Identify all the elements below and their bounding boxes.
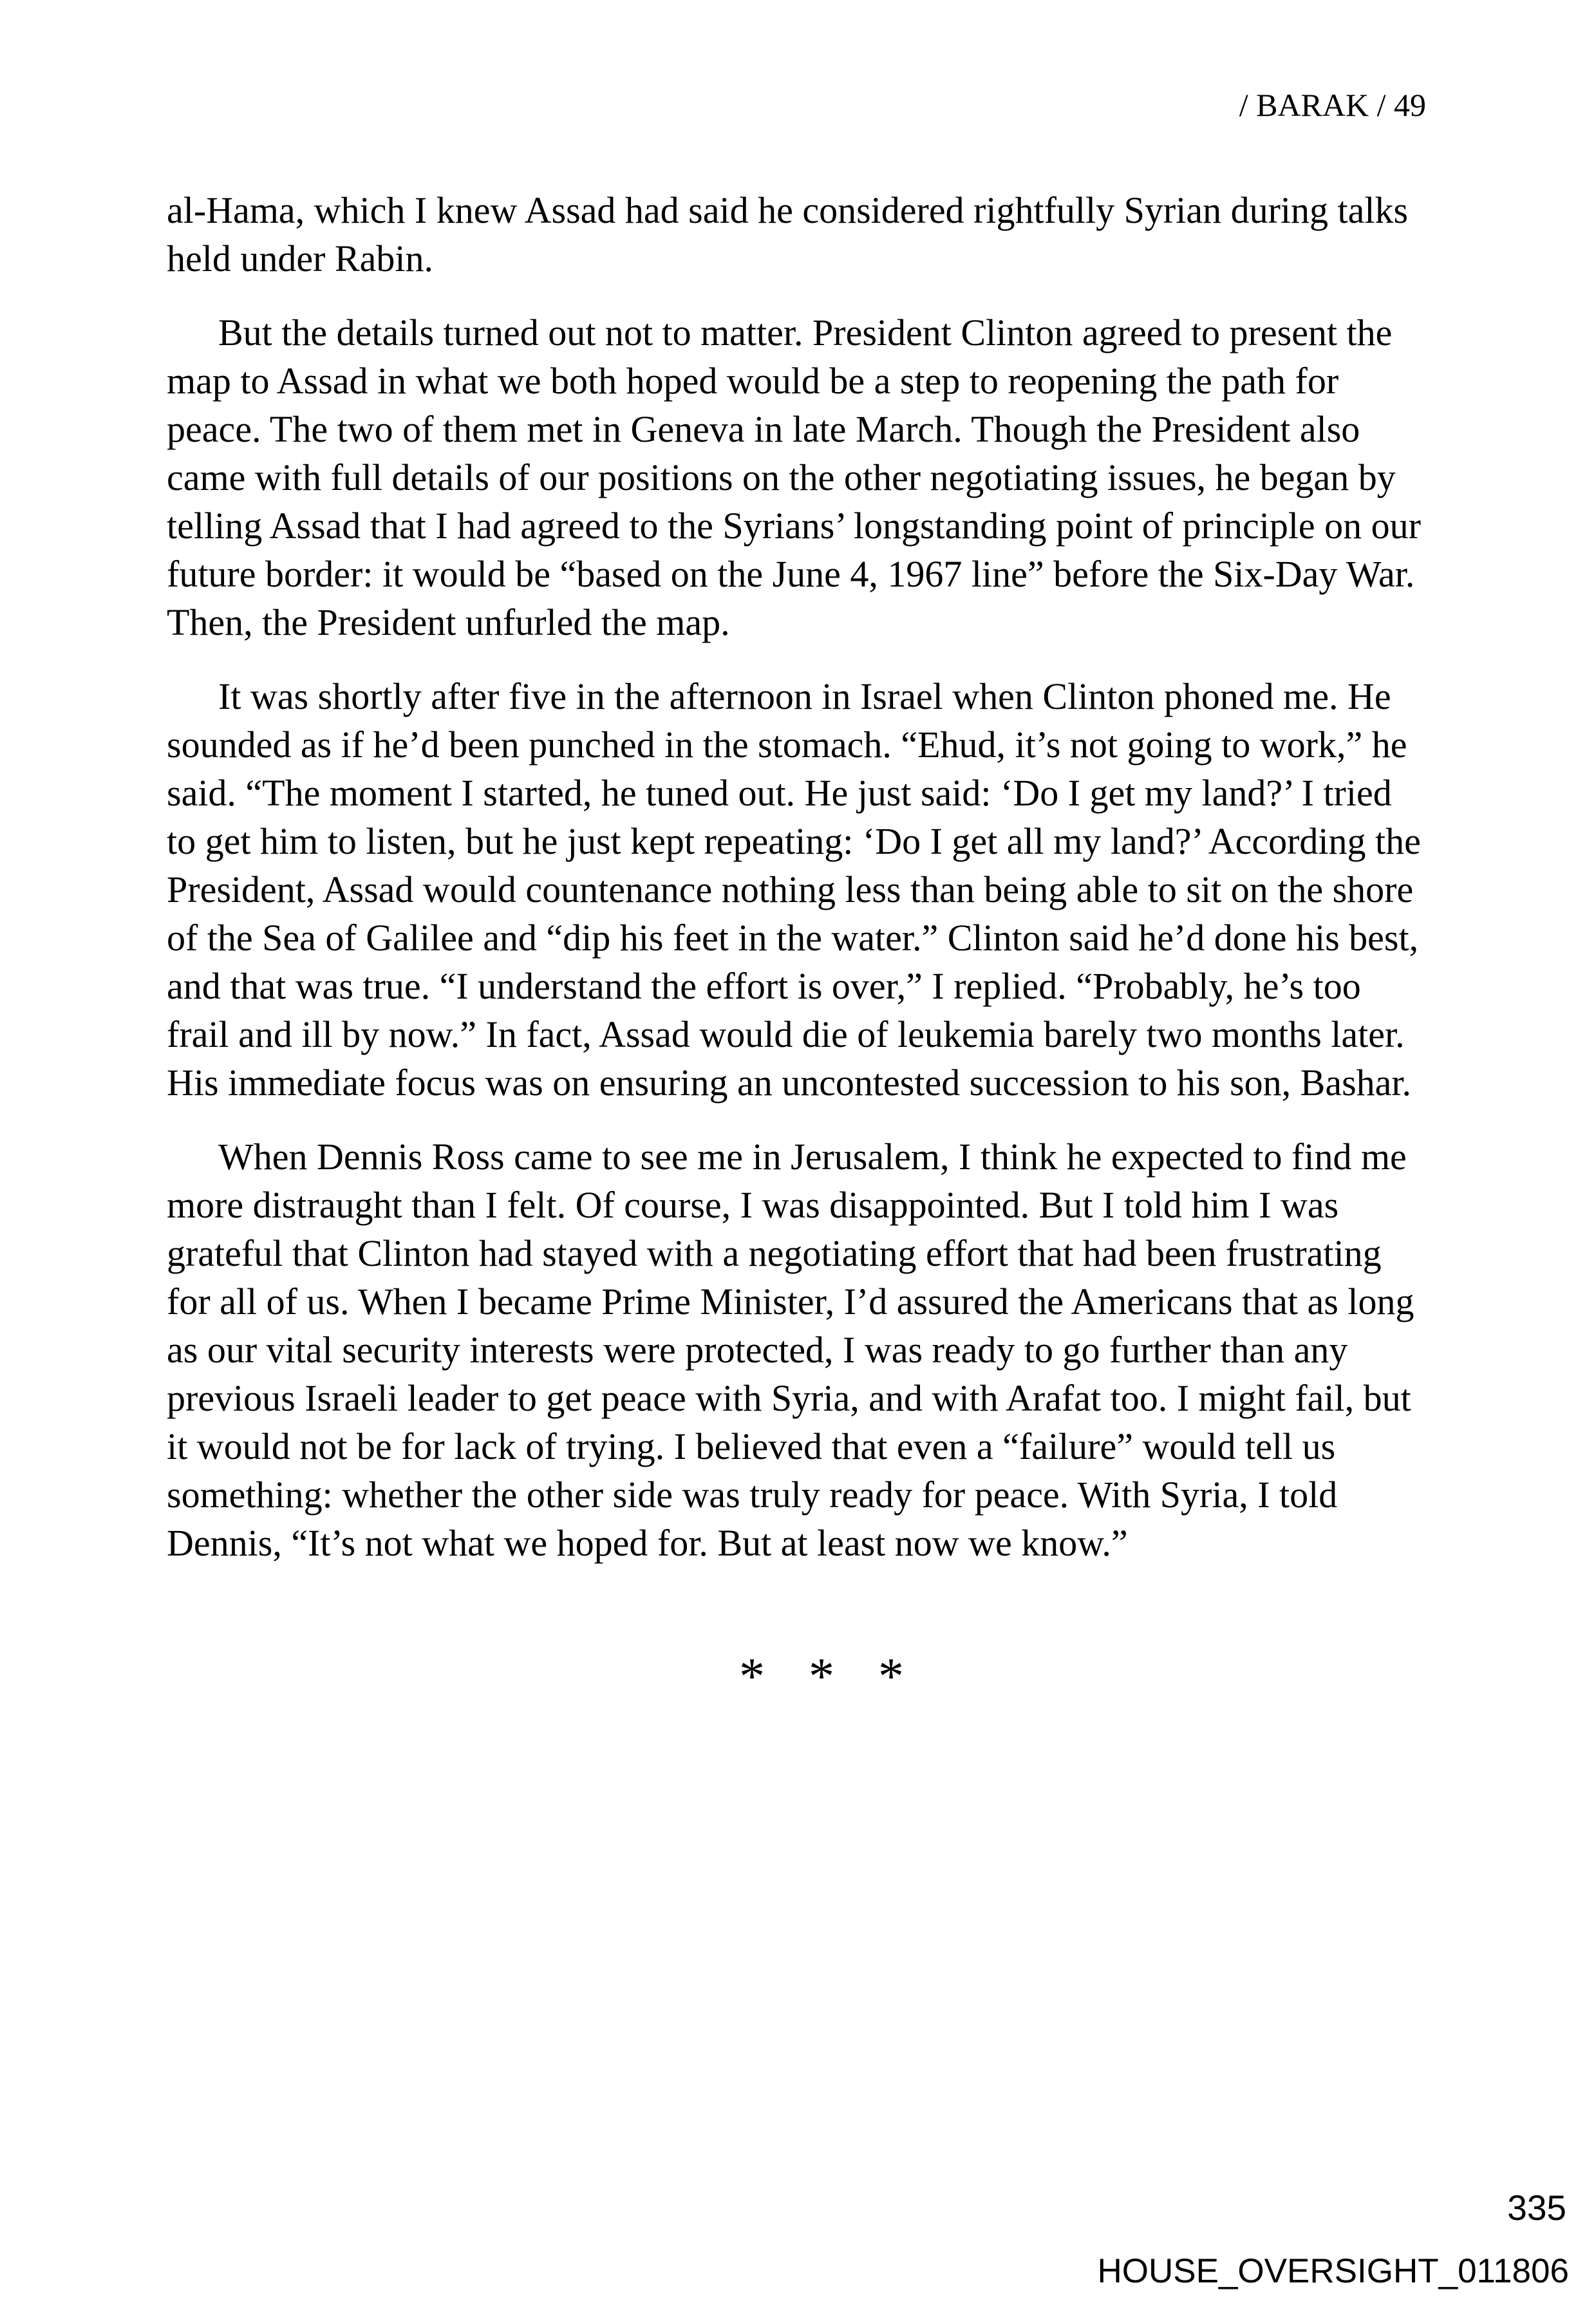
paragraph-continuation: al-Hama, which I knew Assad had said he considered rightfully Syrian during talks held under Rabin. xyxy=(167,189,1409,279)
bates-stamp: HOUSE_OVERSIGHT_011806 xyxy=(1097,2252,1569,2290)
paragraph: When Dennis Ross came to see me in Jerusalem, I think he expected to find me more distraught than I felt. Of course, I was disappointed. But I told him I was grateful that Clinton had stayed with a negotiating effort that had been frustrating for all of us. When I became Prime Minister, I’d assured the Americans that as long as our vital security interests were protected, I was ready to go further than any previous Israeli leader to get peace with Syria, and with Arafat too. I might fail, but it would not be for lack of trying. I believed that even a “failure” would tell us something: whether the other side was truly ready for peace. With Syria, I told Dennis, “It’s not what we hoped for. But at least now we know.” xyxy=(167,1136,1414,1564)
running-header: / BARAK / 49 xyxy=(1239,87,1426,123)
section-break-asterisks: * * * xyxy=(739,1648,904,1705)
page-number: 335 xyxy=(1507,2188,1566,2228)
body-text xyxy=(167,186,1426,1705)
paragraph: It was shortly after five in the afternoon in Israel when Clinton phoned me. He sounded as if he’d been punched in the stomach. “Ehud, it’s not going to work,” he said. “The moment I started, he tuned out. He just said: ‘Do I get my land?’ I tried to get him to listen, but he just kept repeating: ‘Do I get all my land?’ According the President, Assad would countenance nothing less than being able to sit on the shore of the Sea of Galilee and “dip his feet in the water.” Clinton said he’d done his best, and that was true. “I understand the effort is over,” I replied. “Probably, he’s too frail and ill by now.” In fact, Assad would die of leukemia barely two months later. His immediate focus was on ensuring an uncontested succession to his son, Bashar. xyxy=(167,675,1421,1104)
paragraph: But the details turned out not to matter. President Clinton agreed to present the map to Assad in what we both hoped would be a step to reopening the path for peace. The two of them met in Geneva in late March. Though the President also came with full details of our positions on the other negotiating issues, he began by telling Assad that I had agreed to the Syrians’ longstanding point of principle on our future border: it would be “based on the June 4, 1967 line” before the Six-Day War. Then, the President unfurled the map. xyxy=(167,312,1421,643)
